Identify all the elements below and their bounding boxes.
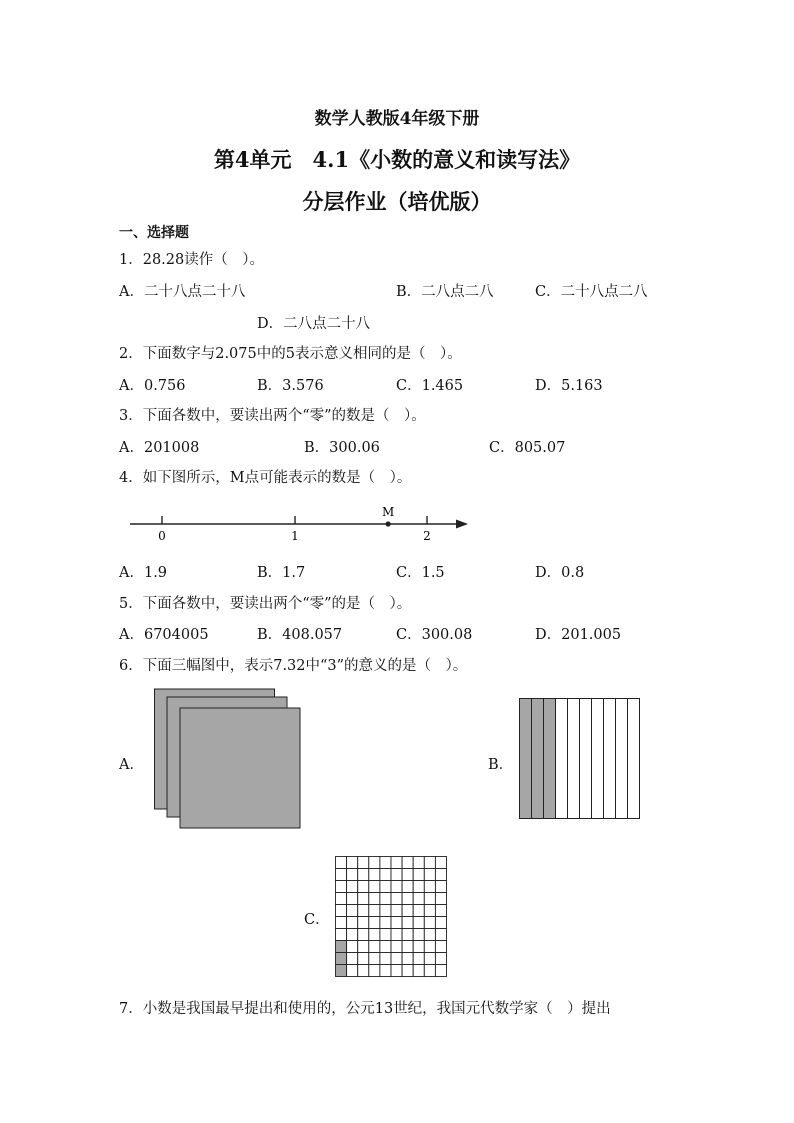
figure-c-cell [391,917,402,929]
figure-c-cell [391,905,402,917]
point-m-label: M [381,505,395,519]
figure-b-column [544,699,556,819]
figure-c-cell [413,929,424,941]
figure-c-cell [435,905,446,917]
question-5-option-b: B．408.057 [257,627,343,643]
figure-c-cell [380,881,391,893]
figure-c-cell [358,893,369,905]
figure-c-cell [369,941,380,953]
figure-c-cell [413,941,424,953]
question-3-option-b: B．300.06 [304,440,380,456]
figure-c-cell [391,929,402,941]
figure-c-cell [358,857,369,869]
figure-c-cell [358,965,369,977]
figure-c-cell [358,953,369,965]
figure-c-cell [413,869,424,881]
figure-b-column [556,699,568,819]
question-6-option-a-label: A． [119,757,144,773]
question-4-stem: 4．如下图所示，M点可能表示的数是（ ）。 [119,470,412,486]
figure-c-cell [413,965,424,977]
figure-c-cell [358,941,369,953]
figure-c-cell [424,953,435,965]
figure-c-cell [380,857,391,869]
figure-c-cell [369,857,380,869]
figure-b-column [616,699,628,819]
figure-c-cell [347,869,358,881]
figure-c-cell [347,881,358,893]
figure-c-shaded-cell [336,941,347,953]
question-1-option-d: D．二八点二十八 [257,316,371,332]
figure-c-cell [380,953,391,965]
figure-c-cell [402,953,413,965]
figure-c-cell [358,929,369,941]
question-6-option-b-label: B． [488,757,514,773]
figure-c-cell [413,917,424,929]
figure-c-cell [369,929,380,941]
figure-c-cell [347,917,358,929]
question-2-option-d: D．5.163 [535,378,603,394]
figure-c-cell [424,965,435,977]
figure-c-cell [402,965,413,977]
figure-c-cell [424,869,435,881]
figure-c-cell [413,857,424,869]
figure-c-cell [380,929,391,941]
figure-c-cell [380,893,391,905]
question-6-option-c-label: C． [304,912,330,928]
figure-c-cell [369,881,380,893]
question-1-option-c: C．二十八点二八 [535,284,648,300]
figure-c-cell [380,905,391,917]
figure-c-cell [435,869,446,881]
figure-c-cell [336,881,347,893]
figure-c-cell [369,917,380,929]
figure-c-cell [380,941,391,953]
figure-c-shaded-cell [336,953,347,965]
figure-c-cell [435,881,446,893]
question-4-option-c: C．1.5 [396,565,445,581]
figure-c-cell [391,881,402,893]
figure-c-cell [347,953,358,965]
figure-c-cell [347,965,358,977]
figure-c-cell [358,869,369,881]
figure-c-cell [336,917,347,929]
figure-c-cell [380,869,391,881]
figure-c-cell [391,953,402,965]
figure-c-cell [358,917,369,929]
figure-c-cell [402,881,413,893]
figure-b-column [592,699,604,819]
question-1-stem: 1．28.28读作（ ）。 [119,252,264,268]
figure-c-cell [424,893,435,905]
figure-b-column [532,699,544,819]
question-5-option-a: A．6704005 [119,627,209,643]
figure-c-cell [435,941,446,953]
figure-c-cell [391,857,402,869]
figure-c-cell [424,857,435,869]
question-5-option-c: C．300.08 [396,627,473,643]
page-title-sub: 分层作业（培优版） [302,189,492,214]
figure-c-cell [424,905,435,917]
figure-c-shaded-cell [336,965,347,977]
figure-c-cell [380,965,391,977]
question-2-option-c: C．1.465 [396,378,464,394]
figure-c-cell [402,929,413,941]
figure-c-cell [402,857,413,869]
figure-c-cell [347,941,358,953]
figure-c-cell [435,965,446,977]
figure-c-cell [402,917,413,929]
figure-c-cell [336,929,347,941]
figure-c-cell [347,893,358,905]
question-2-option-b: B．3.576 [257,378,324,394]
figure-c-cell [358,881,369,893]
figure-c-cell [435,953,446,965]
number-line-arrow [456,520,468,529]
figure-c-cell [435,893,446,905]
figure-c-cell [347,929,358,941]
figure-c-cell [391,941,402,953]
figure-c-cell [435,857,446,869]
page-title: 第4单元 4.1《小数的意义和读写法》 [213,147,581,172]
question-2-stem: 2．下面数字与2.075中的5表示意义相同的是（ ）。 [119,346,462,362]
question-1-option-a: A．二十八点二十八 [119,284,246,300]
question-6-stem: 6．下面三幅图中，表示7.32中“3”的意义的是（ ）。 [119,658,468,674]
figure-a-stacked-squares [152,688,304,832]
question-4-option-b: B．1.7 [257,565,306,581]
figure-b-column [580,699,592,819]
figure-c-cell [402,905,413,917]
section-title: 一、选择题 [119,225,189,241]
question-3-option-a: A．201008 [119,440,200,456]
number-line [120,500,480,550]
question-7-stem: 7．小数是我国最早提出和使用的，公元13世纪，我国元代数学家（ ）提出 [119,1001,611,1017]
figure-c-cell [413,905,424,917]
figure-c-cell [369,953,380,965]
figure-c-cell [424,929,435,941]
figure-b-column [628,699,640,819]
figure-b-column [568,699,580,819]
question-5-stem: 5．下面各数中，要读出两个“零”的是（ ）。 [119,596,412,612]
tick-label-0: 0 [158,529,166,543]
figure-c-cell [336,893,347,905]
question-2-option-a: A．0.756 [119,378,186,394]
figure-c-cell [435,929,446,941]
figure-c-cell [358,905,369,917]
figure-c-cell [435,917,446,929]
tick-label-1: 1 [291,529,299,543]
figure-c-cell [347,857,358,869]
figure-c-cell [336,905,347,917]
figure-c-cell [369,869,380,881]
figure-c-cell [402,893,413,905]
figure-c-cell [347,905,358,917]
figure-b-tenths [518,697,642,821]
figure-a-square-3 [180,708,300,828]
figure-c-cell [369,905,380,917]
figure-c-cell [424,881,435,893]
figure-c-cell [369,893,380,905]
figure-c-hundredths [334,855,450,979]
figure-c-cell [413,893,424,905]
figure-c-cell [391,893,402,905]
question-3-option-c: C．805.07 [489,440,566,456]
question-4-option-d: D．0.8 [535,565,585,581]
figure-c-cell [413,881,424,893]
figure-c-cell [424,941,435,953]
point-m [386,521,391,526]
figure-b-column [604,699,616,819]
figure-b-column [520,699,532,819]
tick-label-2: 2 [423,529,431,543]
figure-c-cell [369,965,380,977]
figure-c-cell [391,869,402,881]
figure-c-cell [413,953,424,965]
figure-c-cell [402,869,413,881]
question-3-stem: 3．下面各数中，要读出两个“零”的数是（ ）。 [119,408,426,424]
figure-c-cell [380,917,391,929]
figure-c-cell [402,941,413,953]
figure-c-cell [336,869,347,881]
question-4-option-a: A．1.9 [119,565,168,581]
question-5-option-d: D．201.005 [535,627,622,643]
page-subtitle: 数学人教版4年级下册 [314,109,480,129]
figure-c-cell [424,917,435,929]
question-1-option-b: B．二八点二八 [396,284,494,300]
figure-c-cell [336,857,347,869]
figure-c-cell [391,965,402,977]
